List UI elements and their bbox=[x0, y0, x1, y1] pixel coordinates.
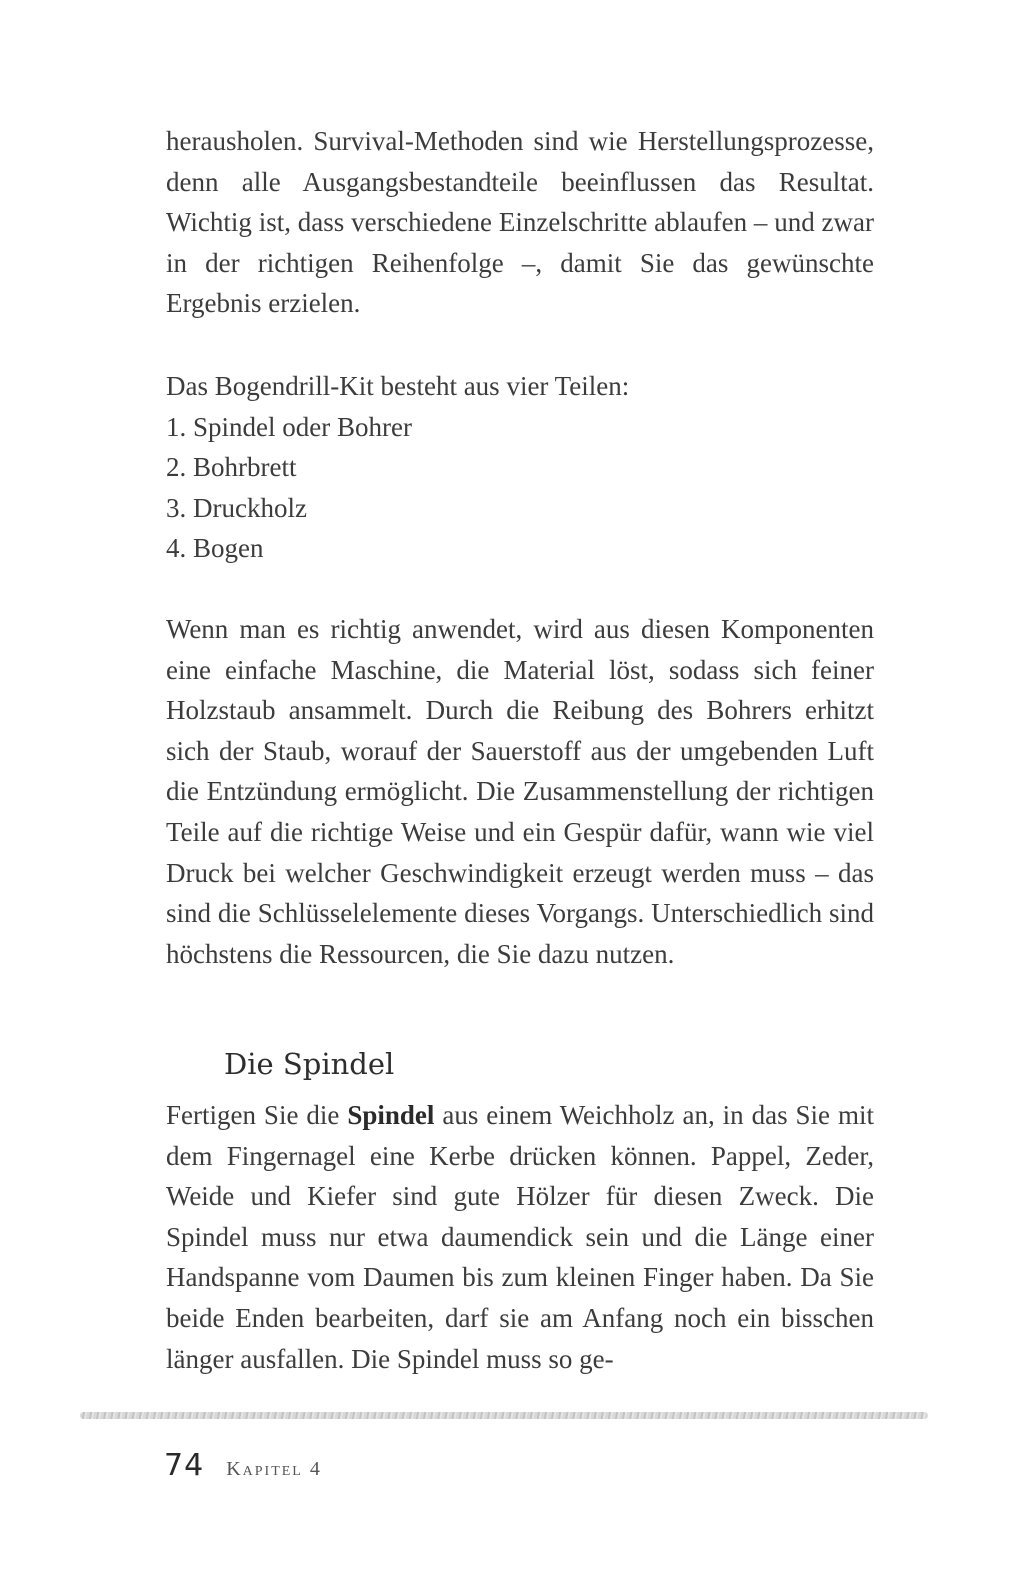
page-footer bbox=[164, 1448, 322, 1488]
list-item: 2. Bohrbrett bbox=[166, 452, 297, 483]
section-heading: Die Spindel bbox=[224, 1047, 395, 1081]
paragraph-spindle-start: Fertigen Sie die bbox=[166, 1100, 348, 1130]
list-item: 3. Druckholz bbox=[166, 492, 307, 523]
list-item: 1. Spindel oder Bohrer bbox=[166, 411, 412, 442]
paragraph-components: Wenn man es richtig anwendet, wird aus diesen Komponenten eine einfache Maschine, die Material löst, sodass sich feiner Holzstaub ansammelt. Durch die Reibung des Bohrers erhitzt sich der Staub, worauf der Sauerstoff aus der umgebenden Luft die Entzündung ermöglicht. Die Zusammenstellung der richtigen Teile auf die richtige Weise und ein Gespür dafür, wann wie viel Druck bei welcher Geschwindigkeit erzeugt werden muss – das sind die Schlüsselelemente dieses Vorgangs. Unterschiedlich sind höchstens die Ressourcen, die Sie dazu nutzen. bbox=[166, 614, 874, 969]
page-number: 74 bbox=[164, 1448, 205, 1483]
parts-list-block bbox=[166, 366, 874, 569]
paragraph-spindle-rest: aus einem Weichholz an, in das Sie mit dem Fingernagel eine Kerbe drücken können. Pappel, Zeder, Weide und Kiefer sind gute Hölzer für diesen Zweck. Die Spindel muss nur etwa daumendick sein und die Länge einer Handspanne vom Daumen bis zum kleinen Finger haben. Da Sie beide Enden bearbeiten, darf sie am Anfang noch ein bisschen länger ausfallen. Die Spindel muss so ge- bbox=[166, 1100, 874, 1374]
parts-list-intro: Das Bogendrill-Kit besteht aus vier Teilen: bbox=[166, 371, 630, 401]
chapter-label: Kapitel 4 bbox=[226, 1458, 322, 1480]
parts-list bbox=[166, 407, 874, 569]
paragraph-spindle bbox=[166, 1095, 874, 1379]
paragraph-intro: herausholen. Survival-Methoden sind wie Herstellungsprozesse, denn alle Ausgangsbestandteile beeinflussen das Resultat. Wichtig ist, dass verschiedene Einzelschritte ablaufen – und zwar in der richtigen Reihenfolge –, damit Sie das gewünschte Ergebnis erzielen. bbox=[166, 126, 874, 319]
footer-divider bbox=[80, 1412, 928, 1419]
list-item: 4. Bogen bbox=[166, 533, 264, 564]
bold-term-spindel: Spindel bbox=[347, 1100, 435, 1130]
